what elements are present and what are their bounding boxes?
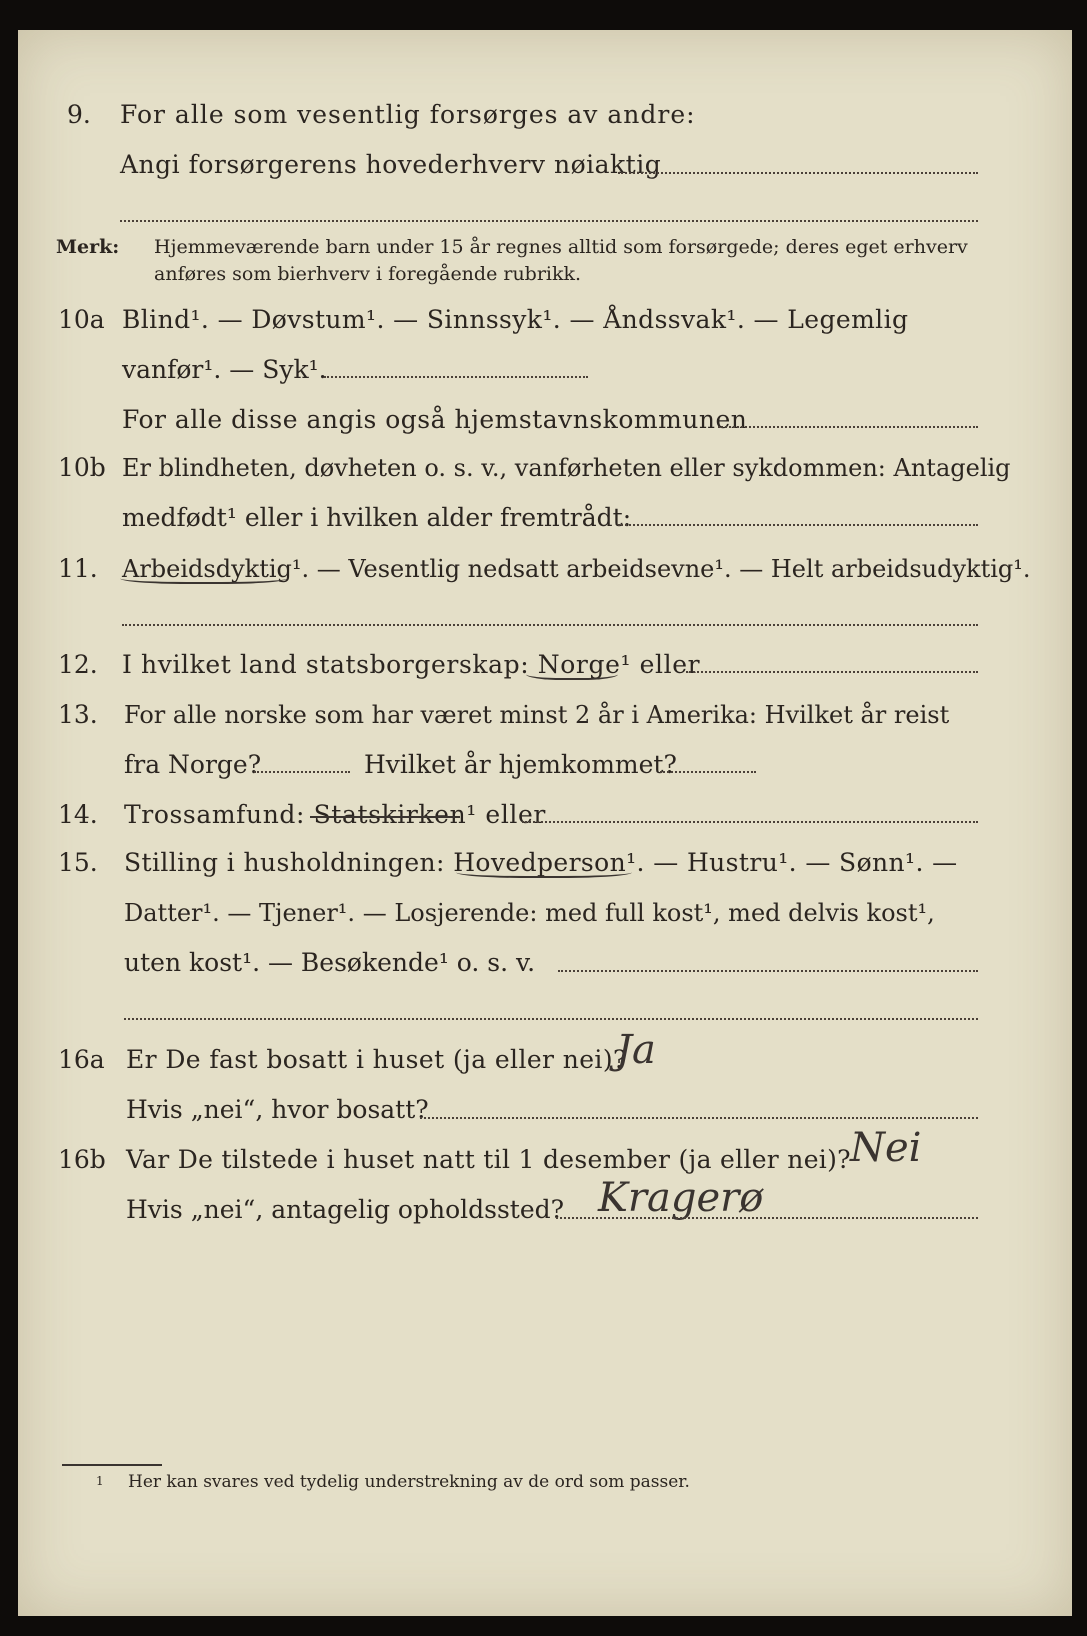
q13-return-line[interactable] [660, 771, 756, 773]
q15-number: 15. [58, 848, 98, 877]
q9-text-1: For alle som vesentlig forsørges av andre: [120, 100, 696, 129]
q10b-text-1: Er blindheten, døvheten o. s. v., vanførheten eller sykdommen: Antagelig [122, 454, 1011, 482]
q14-handwritten-strike [310, 816, 460, 818]
q10a-answer-line[interactable] [324, 376, 588, 378]
q9-answer-line[interactable] [618, 172, 978, 174]
q11-number: 11. [58, 554, 98, 583]
form-page [18, 30, 1072, 1616]
q13-text-2a: fra Norge? [124, 750, 262, 779]
merk-text-1: Hjemmeværende barn under 15 år regnes alltid som forsørgede; deres eget erhverv [154, 236, 968, 258]
q10a-hometown-line[interactable] [718, 426, 978, 428]
q16a-handwritten-answer: Ja [616, 1027, 656, 1073]
q11-answer-line[interactable] [122, 624, 978, 626]
q15-handwritten-underline [456, 864, 632, 878]
q16a-text-1: Er De fast bosatt i huset (ja eller nei)? [126, 1045, 627, 1074]
q12-number: 12. [58, 650, 98, 679]
q16b-handwritten-place: Kragerø [598, 1175, 764, 1221]
q10b-answer-line[interactable] [618, 524, 978, 526]
q16a-number: 16a [58, 1045, 105, 1074]
q16b-text-1: Var De tilstede i huset natt til 1 desember (ja eller nei)? [126, 1145, 851, 1174]
merk-text-2: anføres som bierhverv i foregående rubrikk. [154, 263, 582, 285]
q16a-text-2: Hvis „nei“, hvor bosatt? [126, 1095, 429, 1124]
q16b-handwritten-answer: Nei [850, 1125, 922, 1171]
q13-departure-line[interactable] [254, 771, 350, 773]
q15-text-2: Datter¹. — Tjener¹. — Losjerende: med full kost¹, med delvis kost¹, [124, 899, 935, 927]
q10a-text-2: vanfør¹. — Syk¹. [122, 355, 327, 384]
q14-number: 14. [58, 800, 98, 829]
q11-text-1: Arbeidsdyktig¹. — Vesentlig nedsatt arbeidsevne¹. — Helt arbeidsudyktig¹. [122, 555, 1031, 583]
q15-text-3: uten kost¹. — Besøkende¹ o. s. v. [124, 948, 536, 977]
q15-text-1: Stilling i husholdningen: Hovedperson¹. — Hustru¹. — Sønn¹. — [124, 848, 958, 877]
footnote-marker: 1 [96, 1474, 104, 1488]
q9-number: 9. [67, 100, 91, 129]
q9-text-2: Angi forsørgerens hovederhverv nøiaktig [120, 150, 662, 179]
q15-answer-line[interactable] [558, 970, 978, 972]
merk-label: Merk: [56, 236, 120, 258]
q10a-text-1: Blind¹. — Døvstum¹. — Sinnssyk¹. — Åndssvak¹. — Legemlig [122, 305, 909, 334]
q16a-answer-line[interactable] [420, 1117, 978, 1119]
q10a-number: 10a [58, 305, 105, 334]
q16b-answer-line[interactable] [556, 1217, 978, 1219]
footnote-divider [62, 1464, 162, 1466]
q9-answer-line-2[interactable] [120, 220, 978, 222]
q13-text-2b: Hvilket år hjemkommet? [364, 750, 677, 779]
q11-handwritten-underline [120, 570, 288, 584]
q16b-text-2: Hvis „nei“, antagelig opholdssted? [126, 1195, 565, 1224]
footnote-text: Her kan svares ved tydelig understrekning av de ord som passer. [128, 1472, 690, 1492]
q13-text-1: For alle norske som har været minst 2 år i Amerika: Hvilket år reist [124, 701, 950, 729]
q12-text-1: I hvilket land statsborgerskap: Norge¹ eller [122, 650, 701, 679]
q13-number: 13. [58, 700, 98, 729]
q14-text-1: Trossamfund: Statskirken¹ eller [124, 800, 546, 829]
q14-answer-line[interactable] [522, 821, 978, 823]
q16b-number: 16b [58, 1145, 106, 1174]
q10b-number: 10b [58, 453, 106, 482]
q15-answer-line-2[interactable] [124, 1018, 978, 1020]
q12-answer-line[interactable] [686, 671, 978, 673]
q10a-text-3: For alle disse angis også hjemstavnskommunen [122, 405, 748, 434]
q10b-text-2: medfødt¹ eller i hvilken alder fremtrådt: [122, 503, 632, 532]
q12-handwritten-underline [526, 666, 618, 680]
